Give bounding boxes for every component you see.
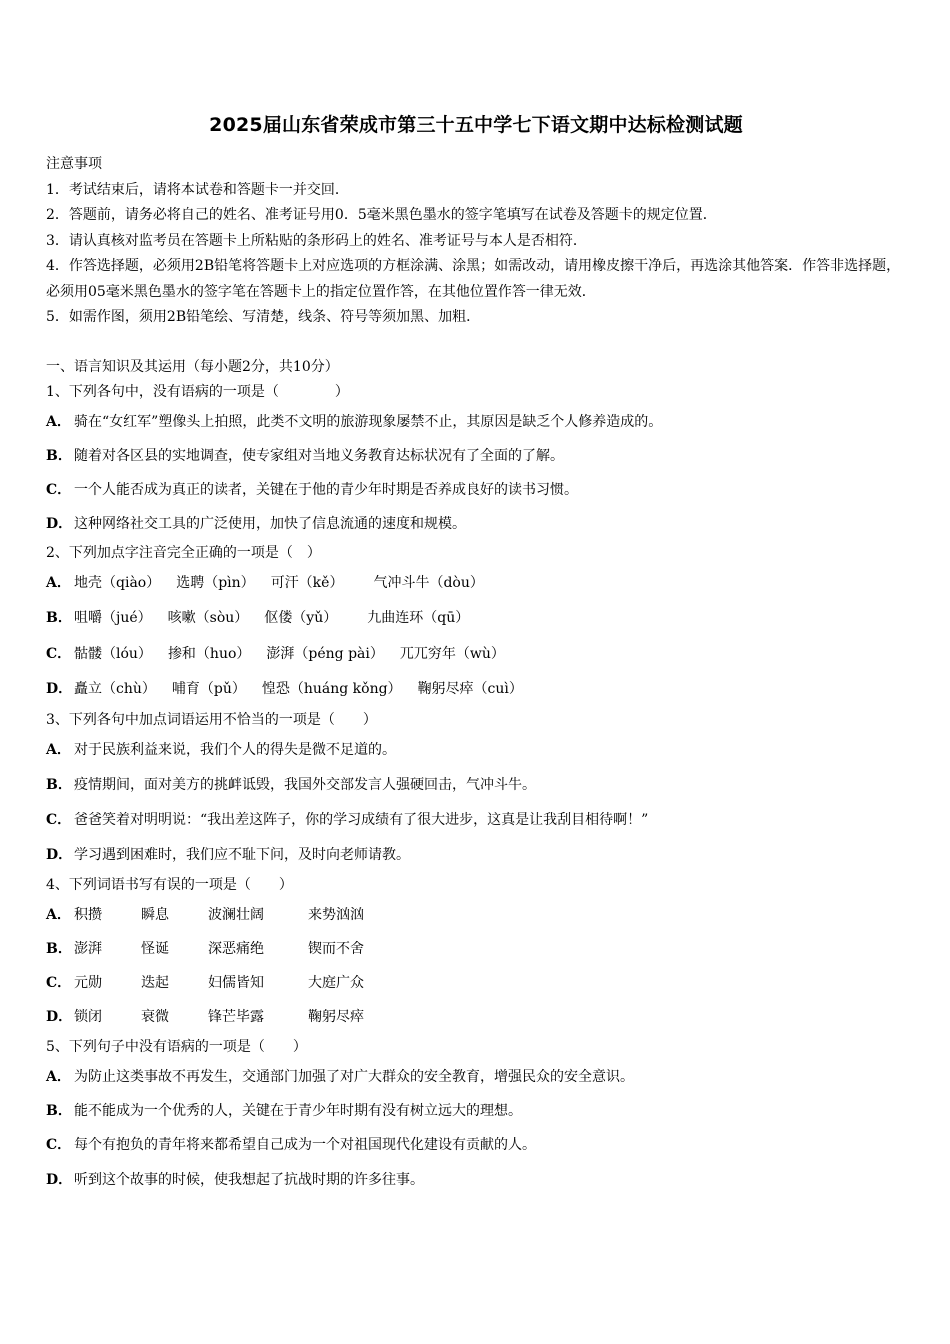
option-label: B． [46, 610, 72, 626]
option-label: C． [46, 975, 72, 992]
word: 深恶痛绝 [208, 940, 264, 957]
pinyin-item: 矗立（chù） [74, 681, 156, 697]
question-2-option-d[interactable] [46, 672, 906, 708]
option-label: C． [46, 645, 72, 662]
option-text: 对于民族利益来说，我们个人的得失是微不足道的。 [74, 741, 396, 758]
pinyin-item: 鞠躬尽瘁（cuì） [417, 681, 523, 697]
word: 鞠躬尽瘁 [308, 1009, 364, 1026]
word: 怪诞 [141, 940, 169, 957]
option-text: 骑在“女红军”塑像头上拍照，此类不文明的旅游现象屡禁不止，其原因是缺乏个人修养造成的。 [74, 413, 663, 430]
word: 大庭广众 [308, 975, 364, 992]
option-label: B． [46, 1102, 72, 1119]
notice-item: 3．请认真核对监考员在答题卡上所粘贴的条形码上的姓名、准考证号与本人是否相符． [46, 232, 587, 249]
question-5-option-d[interactable] [46, 1163, 906, 1197]
question-1-option-b[interactable] [46, 439, 906, 473]
option-text: 听到这个故事的时候，使我想起了抗战时期的许多往事。 [74, 1171, 424, 1188]
word: 锲而不舍 [308, 940, 364, 957]
option-label: B． [46, 940, 72, 957]
option-text: 能不能成为一个优秀的人，关键在于青少年时期有没有树立远大的理想。 [74, 1102, 522, 1119]
notice-block [46, 152, 906, 331]
option-text: 为防止这类事故不再发生，交通部门加强了对广大群众的安全教育，增强民众的安全意识。 [74, 1068, 634, 1085]
pinyin-item: 选聘（pìn） [176, 574, 255, 591]
option-label: A． [46, 1068, 71, 1085]
question-5-stem: 5、下列句子中没有语病的一项是（ ） [46, 1038, 307, 1055]
question-4-option-a[interactable] [46, 898, 906, 932]
pinyin-item: 伛偻（yǔ） [264, 610, 338, 626]
option-text: 学习遇到困难时，我们应不耻下问，及时向老师请教。 [74, 846, 410, 863]
option-text: 疫情期间，面对美方的挑衅诋毁，我国外交部发言人强硬回击，气冲斗牛。 [74, 776, 536, 793]
question-2-option-a[interactable] [46, 566, 906, 602]
word: 妇儒皆知 [208, 975, 264, 992]
option-label: A． [46, 574, 71, 591]
pinyin-item: 咳嗽（sòu） [167, 610, 249, 626]
question-4-option-c[interactable] [46, 966, 906, 1000]
word: 积攒 [74, 906, 102, 923]
notice-heading: 注意事项 [46, 156, 102, 172]
option-label: B． [46, 447, 72, 464]
question-4-option-b[interactable] [46, 932, 906, 966]
notice-item: 4．作答选择题，必须用2B铅笔将答题卡上对应选项的方框涂满、涂黑；如需改动，请用橡皮擦干净后，再选涂其他答案．作答非选择题，必须用05毫米黑色墨水的签字笔在答题卡上的指定位置作答，在其他位置作答一律无效． [46, 258, 901, 300]
option-label: D． [46, 681, 73, 697]
option-label: A． [46, 413, 71, 430]
question-2-stem: 2、下列加点字注音完全正确的一项是（ ） [46, 544, 321, 561]
option-label: A． [46, 741, 71, 758]
option-text: 一个人能否成为真正的读者，关键在于他的青少年时期是否养成良好的读书习惯。 [74, 481, 578, 498]
section-heading: 一、语言知识及其运用（每小题2分，共10分） [46, 358, 339, 375]
question-3-option-b[interactable] [46, 768, 906, 803]
word: 瞬息 [141, 906, 169, 923]
question-1-option-c[interactable] [46, 473, 906, 507]
pinyin-item: 骷髅（lóu） [74, 645, 152, 662]
question-5-option-c[interactable] [46, 1128, 906, 1162]
pinyin-item: 咀嚼（jué） [74, 610, 152, 626]
question-5-option-a[interactable] [46, 1060, 906, 1094]
pinyin-item: 气冲斗牛（dòu） [359, 574, 484, 591]
question-2-option-c[interactable] [46, 637, 906, 673]
question-3-option-c[interactable] [46, 803, 906, 838]
word: 锁闭 [74, 1009, 102, 1026]
notice-item: 2．答题前，请务必将自己的姓名、准考证号用0．5毫米黑色墨水的签字笔填写在试卷及答题卡的规定位置． [46, 207, 717, 223]
question-5-option-b[interactable] [46, 1094, 906, 1128]
option-label: C． [46, 481, 72, 498]
option-label: A． [46, 906, 71, 923]
question-3-option-d[interactable] [46, 838, 906, 873]
pinyin-item: 可汗（kě） [270, 574, 344, 591]
option-label: C． [46, 1137, 72, 1154]
word: 迭起 [141, 975, 169, 992]
question-2-option-b[interactable] [46, 601, 906, 637]
notice-item: 1．考试结束后，请将本试卷和答题卡一并交回． [46, 181, 349, 198]
word: 波澜壮阔 [208, 906, 264, 923]
exam-page [46, 110, 906, 1197]
word: 元勋 [74, 975, 102, 992]
option-label: D． [46, 1009, 73, 1026]
option-label: C． [46, 811, 72, 828]
pinyin-item: 兀兀穷年（wù） [399, 645, 505, 662]
question-3-stem: 3、下列各句中加点词语运用不恰当的一项是（ ） [46, 711, 377, 728]
word: 来势汹汹 [308, 906, 364, 923]
pinyin-item: 地壳（qiào） [74, 574, 161, 591]
question-3-option-a[interactable] [46, 733, 906, 768]
pinyin-item: 澎湃（péng pài） [266, 645, 384, 662]
option-text: 爸爸笑着对明明说：“我出差这阵子，你的学习成绩有了很大进步，这真是让我刮目相待啊！” [74, 811, 649, 828]
question-4-option-d[interactable] [46, 1000, 906, 1034]
page-title: 2025届山东省荣成市第三十五中学七下语文期中达标检测试题 [209, 114, 743, 136]
option-text: 这种网络社交工具的广泛使用，加快了信息流通的速度和规模。 [74, 515, 466, 532]
word: 澎湃 [74, 940, 102, 957]
pinyin-item: 惶恐（huáng kǒng） [261, 681, 402, 697]
option-label: B． [46, 776, 72, 793]
word: 衰微 [141, 1009, 169, 1026]
pinyin-item: 九曲连环（qū） [353, 610, 470, 626]
pinyin-item: 掺和（huo） [167, 645, 251, 662]
option-text: 随着对各区县的实地调查，使专家组对当地义务教育达标状况有了全面的了解。 [74, 447, 564, 464]
option-label: D． [46, 515, 73, 532]
question-1-option-a[interactable] [46, 405, 906, 439]
option-label: D． [46, 1171, 73, 1188]
notice-item: 5．如需作图，须用2B铅笔绘、写清楚，线条、符号等须加黑、加粗． [46, 309, 481, 325]
question-4-stem: 4、下列词语书写有误的一项是（ ） [46, 876, 293, 893]
word: 锋芒毕露 [208, 1009, 264, 1026]
option-label: D． [46, 846, 73, 863]
question-1-option-d[interactable] [46, 507, 906, 541]
option-text: 每个有抱负的青年将来都希望自己成为一个对祖国现代化建设有贡献的人。 [74, 1137, 536, 1154]
question-1-stem: 1、下列各句中，没有语病的一项是（ ） [46, 383, 349, 400]
pinyin-item: 哺育（pǔ） [171, 681, 246, 697]
